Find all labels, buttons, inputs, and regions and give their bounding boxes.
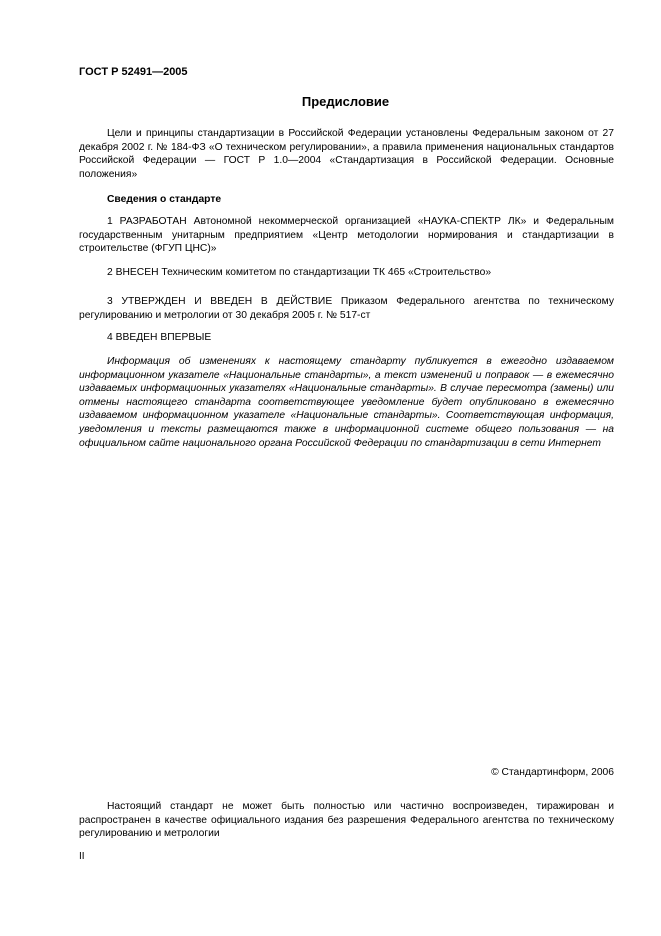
reproduction-notice: Настоящий стандарт не может быть полностью или частично воспроизведен, тиражирован и распространен в качестве официального издания без разрешения Федерального агентства по техническому регулированию и метрологии <box>79 801 614 840</box>
copyright-line: © Стандартинформ, 2006 <box>491 767 614 778</box>
item-approved: 3 УТВЕРЖДЕН И ВВЕДЕН В ДЕЙСТВИЕ Приказом Федерального агентства по техническому регулированию и метрологии от 30 декабря 2005 г. № 517-ст <box>79 296 614 321</box>
intro-paragraph: Цели и принципы стандартизации в Российской Федерации установлены Федеральным законом от 27 декабря 2002 г. № 184-ФЗ «О техническом регулировании», а правила применения национальных стандартов Российской Федерации — ГОСТ Р 1.0—2004 «Стандартизация в Российской Федерации. Основные положения» <box>79 128 614 180</box>
item-submitted: 2 ВНЕСЕН Техническим комитетом по стандартизации ТК 465 «Строительство» <box>107 267 492 278</box>
item-developed: 1 РАЗРАБОТАН Автономной некоммерческой организацией «НАУКА-СПЕКТР ЛК» и Федеральным государственным унитарным предприятием «Центр методологии нормирования и стандартизации в строительстве (ФГУП ЦНС)» <box>79 216 614 255</box>
info-notice: Информация об изменениях к настоящему стандарту публикуется в ежегодно издаваемом информационном указателе «Национальные стандарты», а текст изменений и поправок — в ежемесячно издаваемых информационных указателях «Национальные стандарты». В случае пересмотра (замены) или отмены настоящего стандарта соответствующее уведомление будет опубликовано в ежемесячно издаваемом информационном указателе «Национальные стандарты». Соответствующая информация, уведомления и тексты размещаются также в информационной системе общего пользования — на официальном сайте национального органа Российской Федерации по стандартизации в сети Интернет <box>79 356 614 449</box>
standard-code: ГОСТ Р 52491—2005 <box>79 66 188 78</box>
section-heading: Сведения о стандарте <box>107 194 222 205</box>
item-introduced: 4 ВВЕДЕН ВПЕРВЫЕ <box>107 332 212 343</box>
page-title: Предисловие <box>301 94 390 109</box>
page-number: II <box>79 851 85 862</box>
